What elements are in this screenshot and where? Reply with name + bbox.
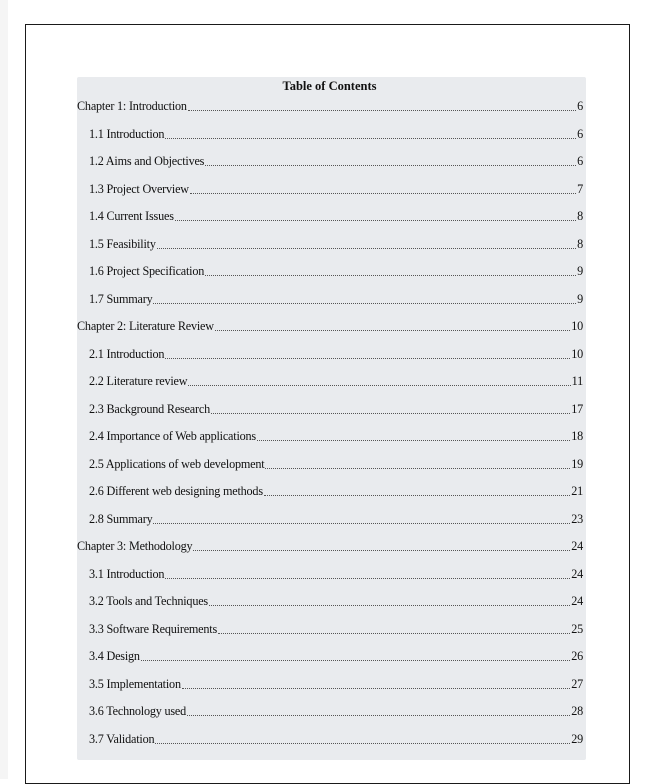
dot-leader bbox=[165, 577, 570, 579]
toc-entry-label: 3.4 Design bbox=[89, 649, 140, 663]
toc-entry-label: 2.1 Introduction bbox=[89, 347, 165, 361]
toc-entry-1-3[interactable] bbox=[89, 181, 583, 197]
toc-entry-page: 29 bbox=[571, 732, 583, 746]
toc-entry-2-4[interactable] bbox=[89, 428, 583, 444]
dot-leader bbox=[205, 164, 576, 166]
toc-entry-1-7[interactable] bbox=[89, 291, 583, 307]
toc-entry-2-5[interactable] bbox=[89, 456, 583, 472]
toc-entry-chapter-2[interactable] bbox=[77, 318, 583, 334]
toc-entry-3-3[interactable] bbox=[89, 621, 583, 637]
toc-entry-label: 1.1 Introduction bbox=[89, 127, 165, 141]
toc-entry-label: 2.4 Importance of Web applications bbox=[89, 429, 256, 443]
toc-entry-2-3[interactable] bbox=[89, 401, 583, 417]
toc-entry-label: 3.2 Tools and Techniques bbox=[89, 594, 208, 608]
document-page bbox=[25, 24, 630, 784]
toc-entry-1-5[interactable] bbox=[89, 236, 583, 252]
dot-leader bbox=[215, 329, 570, 331]
toc-entry-page: 10 bbox=[571, 319, 583, 333]
dot-leader bbox=[257, 439, 570, 441]
toc-entry-page: 11 bbox=[571, 374, 583, 388]
toc-entry-label: Chapter 1: Introduction bbox=[77, 99, 187, 113]
toc-entry-label: 3.5 Implementation bbox=[89, 677, 181, 691]
table-of-contents bbox=[77, 77, 586, 760]
toc-entry-3-5[interactable] bbox=[89, 676, 583, 692]
toc-entry-page: 6 bbox=[577, 99, 583, 113]
dot-leader bbox=[157, 247, 576, 249]
toc-entry-page: 7 bbox=[577, 182, 583, 196]
dot-leader bbox=[165, 357, 570, 359]
dot-leader bbox=[209, 604, 570, 606]
toc-entry-2-8[interactable] bbox=[89, 511, 583, 527]
toc-entry-page: 27 bbox=[571, 677, 583, 691]
dot-leader bbox=[153, 522, 570, 524]
toc-entry-page: 23 bbox=[571, 512, 583, 526]
toc-entry-3-7[interactable] bbox=[89, 731, 583, 747]
toc-entry-page: 17 bbox=[571, 402, 583, 416]
dot-leader bbox=[155, 742, 570, 744]
toc-entry-1-1[interactable] bbox=[89, 126, 583, 142]
toc-entry-label: 2.6 Different web designing methods bbox=[89, 484, 263, 498]
toc-entry-label: Chapter 2: Literature Review bbox=[77, 319, 214, 333]
toc-entry-1-6[interactable] bbox=[89, 263, 583, 279]
toc-entry-label: 2.3 Background Research bbox=[89, 402, 210, 416]
toc-entry-2-6[interactable] bbox=[89, 483, 583, 499]
toc-entry-label: 2.2 Literature review bbox=[89, 374, 188, 388]
toc-entry-label: 3.6 Technology used bbox=[89, 704, 187, 718]
toc-entry-2-2[interactable] bbox=[89, 373, 583, 389]
dot-leader bbox=[141, 659, 570, 661]
dot-leader bbox=[218, 632, 570, 634]
toc-entry-label: 2.5 Applications of web development bbox=[89, 457, 265, 471]
toc-entry-chapter-3[interactable] bbox=[77, 538, 583, 554]
toc-entry-label: 3.3 Software Requirements bbox=[89, 622, 218, 636]
toc-entry-label: 1.4 Current Issues bbox=[89, 209, 174, 223]
dot-leader bbox=[188, 109, 576, 111]
toc-entry-3-4[interactable] bbox=[89, 648, 583, 664]
toc-entry-page: 24 bbox=[571, 594, 583, 608]
dot-leader bbox=[264, 494, 570, 496]
toc-entry-page: 9 bbox=[577, 264, 583, 278]
dot-leader bbox=[187, 714, 570, 716]
dot-leader bbox=[265, 467, 570, 469]
toc-entry-label: Chapter 3: Methodology bbox=[77, 539, 193, 553]
left-margin-strip bbox=[0, 0, 8, 779]
toc-entry-page: 6 bbox=[577, 127, 583, 141]
toc-entry-page: 19 bbox=[571, 457, 583, 471]
toc-entry-page: 28 bbox=[571, 704, 583, 718]
toc-entry-chapter-1[interactable] bbox=[77, 98, 583, 114]
dot-leader bbox=[188, 384, 570, 386]
dot-leader bbox=[165, 137, 576, 139]
toc-entry-page: 6 bbox=[577, 154, 583, 168]
toc-entry-3-2[interactable] bbox=[89, 593, 583, 609]
toc-entry-label: 1.7 Summary bbox=[89, 292, 153, 306]
toc-entry-3-1[interactable] bbox=[89, 566, 583, 582]
dot-leader bbox=[190, 192, 576, 194]
toc-entry-page: 24 bbox=[571, 539, 583, 553]
toc-entry-page: 10 bbox=[571, 347, 583, 361]
toc-entry-label: 1.3 Project Overview bbox=[89, 182, 189, 196]
dot-leader bbox=[211, 412, 570, 414]
toc-entry-label: 2.8 Summary bbox=[89, 512, 153, 526]
toc-entry-page: 9 bbox=[577, 292, 583, 306]
dot-leader bbox=[205, 274, 576, 276]
toc-entry-page: 24 bbox=[571, 567, 583, 581]
toc-entry-label: 3.7 Validation bbox=[89, 732, 155, 746]
toc-entry-page: 21 bbox=[571, 484, 583, 498]
toc-entry-label: 3.1 Introduction bbox=[89, 567, 165, 581]
dot-leader bbox=[193, 549, 570, 551]
toc-title: Table of Contents bbox=[282, 79, 377, 93]
toc-entry-label: 1.2 Aims and Objectives bbox=[89, 154, 205, 168]
dot-leader bbox=[153, 302, 576, 304]
toc-entry-page: 8 bbox=[577, 209, 583, 223]
toc-entry-page: 8 bbox=[577, 237, 583, 251]
toc-entry-page: 26 bbox=[571, 649, 583, 663]
toc-entry-3-6[interactable] bbox=[89, 703, 583, 719]
toc-entry-page: 18 bbox=[571, 429, 583, 443]
dot-leader bbox=[175, 219, 576, 221]
dot-leader bbox=[182, 687, 570, 689]
toc-entry-label: 1.6 Project Specification bbox=[89, 264, 205, 278]
toc-entry-2-1[interactable] bbox=[89, 346, 583, 362]
toc-entry-page: 25 bbox=[571, 622, 583, 636]
toc-entry-label: 1.5 Feasibility bbox=[89, 237, 156, 251]
toc-entry-1-2[interactable] bbox=[89, 153, 583, 169]
toc-entry-1-4[interactable] bbox=[89, 208, 583, 224]
